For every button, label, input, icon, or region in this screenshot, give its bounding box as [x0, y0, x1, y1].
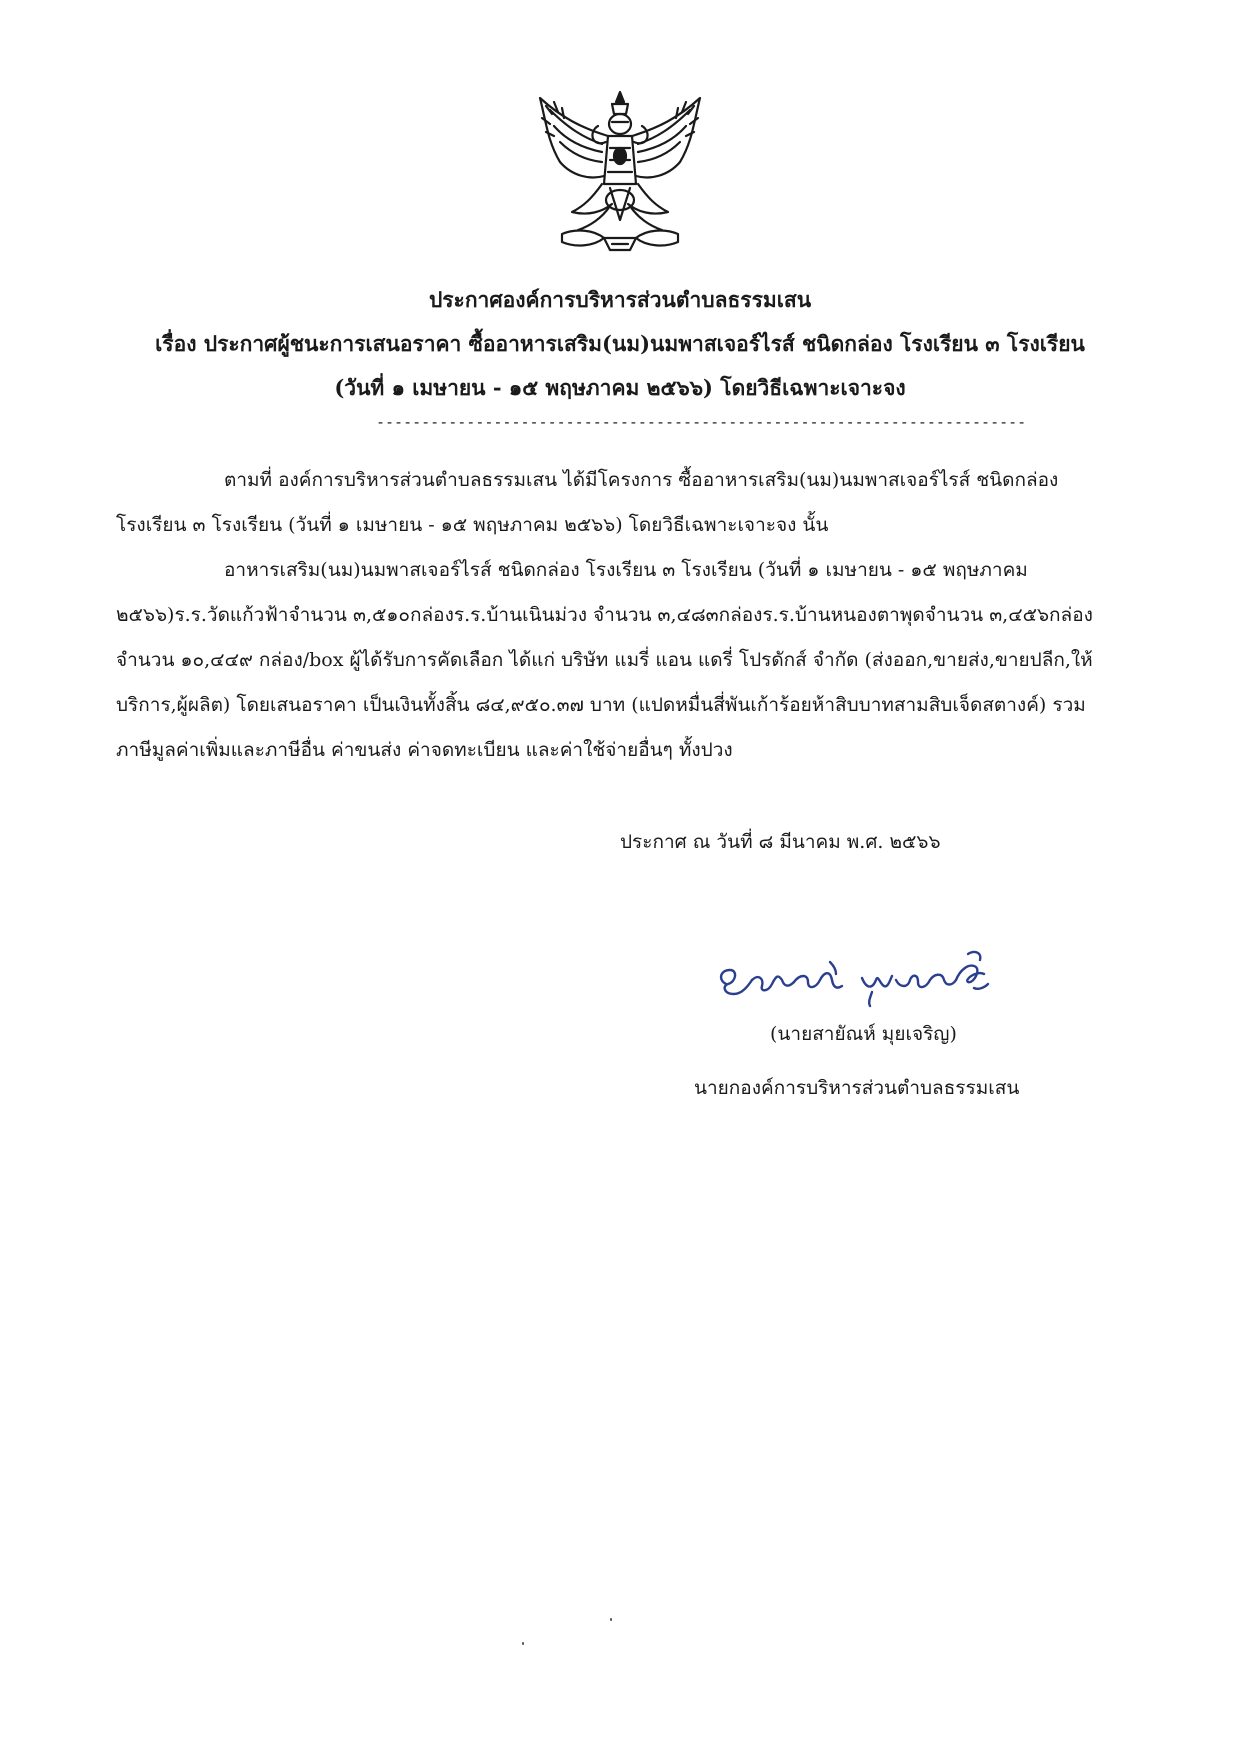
document-subject: เรื่อง ประกาศผู้ชนะการเสนอราคา ซื้ออาหารเสริม(นม)นมพาสเจอร์ไรส์ ชนิดกล่อง โรงเรียน ๓ โรงเรียน	[155, 331, 1085, 356]
body-paragraph-1: ตามที่ องค์การบริหารส่วนตำบลธรรมเสน ได้มีโครงการ ซื้ออาหารเสริม(นม)นมพาสเจอร์ไรส์ ชนิดกล่อง โรงเรียน ๓ โรงเรียน (วันที่ ๑ เมษายน - ๑๕ พฤษภาคม ๒๕๖๖) โดยวิธีเฉพาะเจาะจง นั้น	[116, 469, 1059, 536]
scan-speck	[610, 1618, 612, 1621]
title-divider: ------------------------------------------------------------------------	[376, 413, 1027, 431]
handwritten-signature-icon	[712, 940, 1002, 1016]
body-paragraph-2: อาหารเสริม(นม)นมพาสเจอร์ไรส์ ชนิดกล่อง โรงเรียน ๓ โรงเรียน (วันที่ ๑ เมษายน - ๑๕ พฤษภาคม ๒๕๖๖)ร.ร.วัดแก้วฟ้าจำนวน ๓,๕๑๐กล่องร.ร.บ้านเนินม่วง จำนวน ๓,๔๘๓กล่องร.ร.บ้านหนองตาพุดจำนวน ๓,๔๕๖กล่อง จำนวน ๑๐,๔๔๙ กล่อง/box ผู้ได้รับการคัดเลือก ได้แก่ บริษัท แมรี่ แอน แดรี่ โปรดักส์ จำกัด (ส่งออก,ขายส่ง,ขายปลีก,ให้บริการ,ผู้ผลิต) โดยเสนอราคา เป็นเงินทั้งสิ้น ๘๔,๙๕๐.๓๗ บาท (แปดหมื่นสี่พันเก้าร้อยห้าสิบบาทสามสิบเจ็ดสตางค์) รวมภาษีมูลค่าเพิ่มและภาษีอื่น ค่าขนส่ง ค่าจดทะเบียน และค่าใช้จ่ายอื่นๆ ทั้งปวง	[116, 559, 1093, 761]
document-title: ประกาศองค์การบริหารส่วนตำบลธรรมเสน	[428, 287, 812, 312]
announcement-date: ประกาศ ณ วันที่ ๘ มีนาคม พ.ศ. ๒๕๖๖	[620, 831, 941, 853]
garuda-emblem-icon	[532, 88, 708, 258]
signer-position: นายกองค์การบริหารส่วนตำบลธรรมเสน	[694, 1077, 1020, 1099]
scan-speck	[522, 1642, 524, 1645]
signer-name: (นายสายัณห์ มุยเจริญ)	[770, 1023, 957, 1045]
document-subject-period: (วันที่ ๑ เมษายน - ๑๕ พฤษภาคม ๒๕๖๖) โดยวิธีเฉพาะเจาะจง	[334, 375, 906, 400]
